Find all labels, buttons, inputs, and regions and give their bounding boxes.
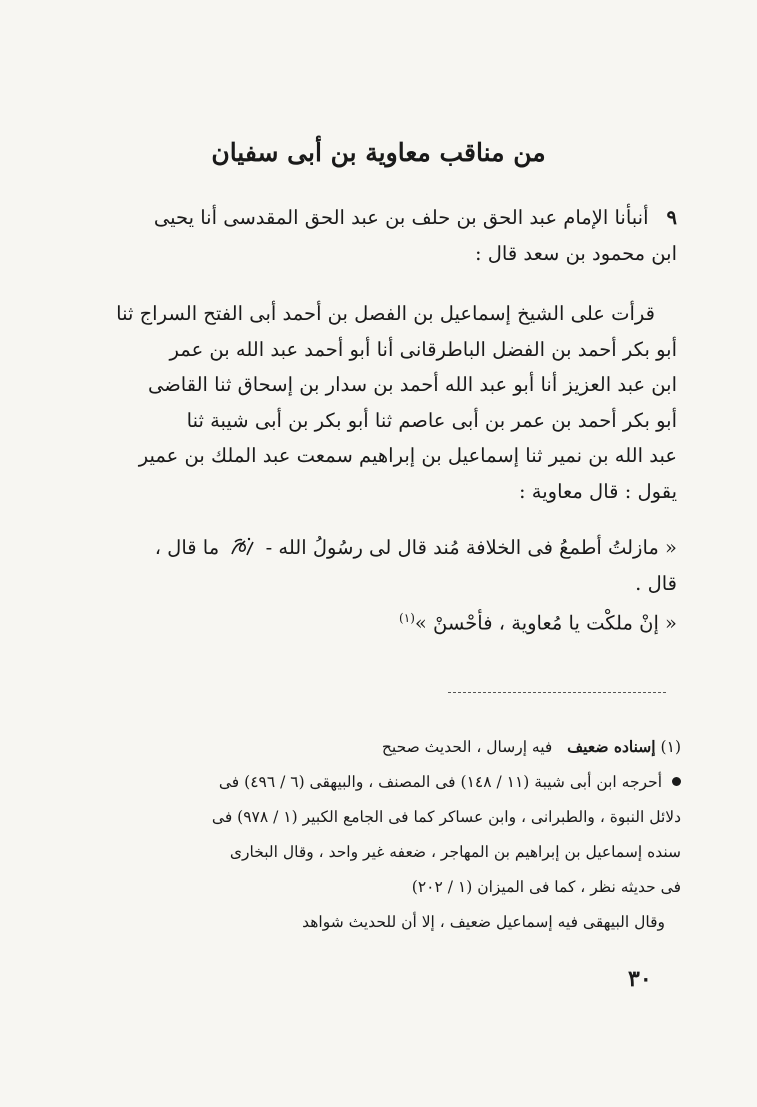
isnad-line-6: يقول : قال معاوية :: [519, 479, 677, 503]
isnad-line-2: أبو بكر أحمد بن الفضل الباطرقانى أنا أبو أحمد عبد الله بن عمر: [169, 337, 677, 361]
footnote-line-1: أحرجه ابن أبى شيبة (١١ / ١٤٨) فى المصنف ، والبيهقى (٦ / ٤٩٦) فى: [61, 765, 681, 800]
isnad-line-4: أبو بكر أحمد بن عمر بن أبى عاصم ثنا أبو بكر بن أبى شيبة ثنا: [186, 408, 677, 432]
matn-line-3: « إنْ ملكْت يا مُعاوية ، فأحْسنْ »$^{(١)}$: [399, 611, 677, 635]
isnad-line-5: عبد الله بن نمير ثنا إسماعيل بن إبراهيم سمعت عبد الملك بن عمير: [138, 444, 677, 467]
footnote-line-3: سنده إسماعيل بن إبراهيم بن المهاجر ، ضعفه غير واحد ، وقال البخارى: [229, 843, 681, 861]
hadith-isnad: [79, 296, 677, 509]
matn-line-2: قال .: [635, 571, 677, 595]
footnote-line-5: وقال البيهقى فيه إسماعيل ضعيف ، إلا أن للحديث شواهد: [302, 913, 665, 931]
chapter-title: من مناقب معاوية بن أبى سفيان: [211, 138, 546, 167]
hadith-intro: [79, 200, 677, 271]
matn-line-1: « مازلتُ أطمعُ فى الخلافة مُند قال لى رسُولُ الله - ما قال ،: [154, 536, 677, 559]
salawat-ligature-icon: [229, 536, 255, 558]
footnote-1-head: (١) إسناده ضعيف فيه إرسال ، الحديث صحيح: [381, 737, 681, 756]
footnote-line-2: دلائل النبوة ، والطبرانى ، وابن عساكر كما فى الجامع الكبير (١ / ٩٧٨) فى: [211, 808, 681, 826]
isnad-line-3: ابن عبد العزيز أنا أبو عبد الله أحمد بن سدار بن إسحاق ثنا القاضى: [147, 373, 677, 396]
page-number: ٣٠: [628, 966, 652, 992]
isnad-line-1: قرأت على الشيخ إسماعيل بن الفصل بن أحمد أبى الفتح السراج ثنا: [116, 302, 655, 325]
footnote-ref: (١): [399, 611, 415, 625]
intro-line-2: ابن محمود بن سعد قال :: [475, 241, 677, 265]
hadith-number: ٩: [666, 206, 677, 229]
footnote-divider: [448, 692, 666, 693]
intro-line-1: ٩أنبأنا الإمام عبد الحق بن حلف بن عبد الحق المقدسى أنا يحيى: [153, 206, 677, 229]
bullet-icon: [672, 777, 681, 786]
footnote-line-4: فى حديثه نظر ، كما فى الميزان (١ / ٢٠٢): [411, 878, 681, 896]
footnotes: [61, 729, 681, 940]
hadith-matn: [79, 530, 677, 641]
